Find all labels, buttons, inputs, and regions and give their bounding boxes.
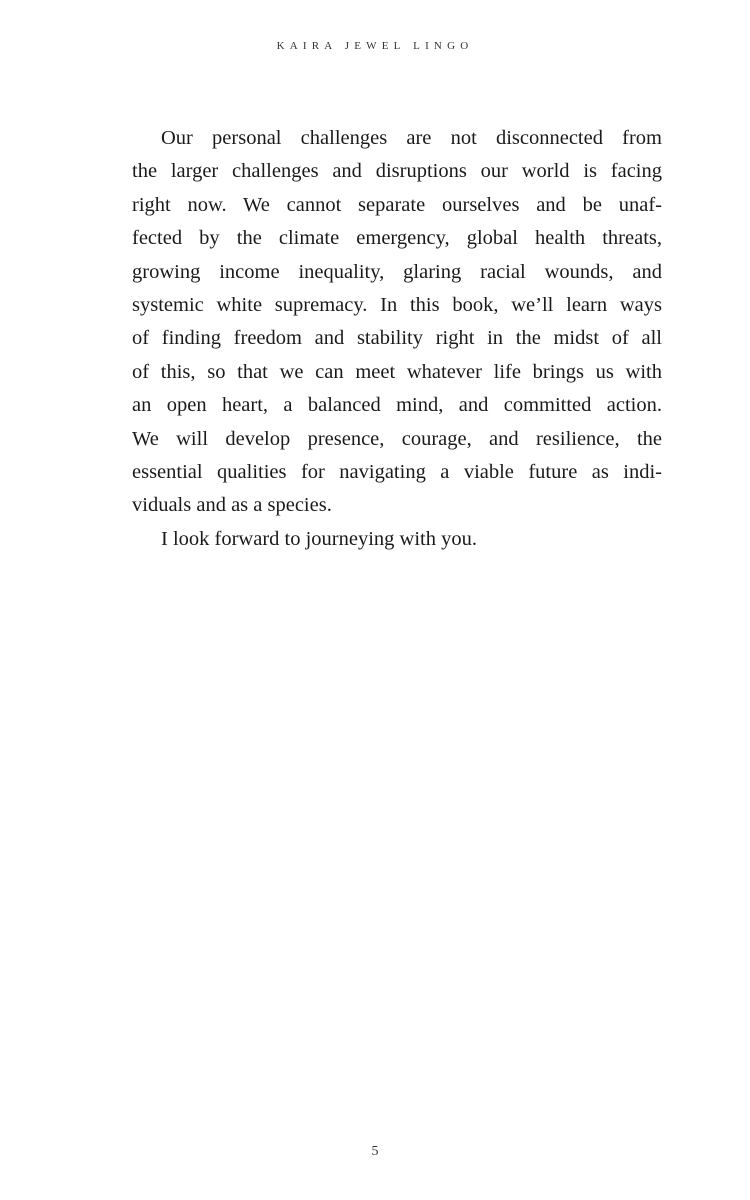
paragraph-line: I look forward to journeying with you.	[161, 527, 477, 550]
page-number: 5	[371, 1144, 379, 1159]
paragraph-line: an open heart, a balanced mind, and committed action.	[132, 394, 662, 417]
paragraph-line: of finding freedom and stability right in the midst of all	[132, 327, 662, 350]
paragraph-line: the larger challenges and disruptions our world is facing	[132, 160, 662, 183]
paragraph-line: We will develop presence, courage, and resilience, the	[132, 427, 662, 450]
running-head: KAIRA JEWEL LINGO	[276, 40, 474, 52]
body-text	[132, 122, 662, 556]
paragraph-line: right now. We cannot separate ourselves and be unaf-	[132, 193, 662, 216]
paragraph-line: systemic white supremacy. In this book, we’ll learn ways	[132, 293, 662, 316]
paragraph-line: growing income inequality, glaring racial wounds, and	[132, 260, 662, 283]
paragraph-line: essential qualities for navigating a viable future as indi-	[132, 460, 662, 483]
paragraph-line: viduals and as a species.	[132, 494, 332, 517]
paragraph-line: of this, so that we can meet whatever life brings us with	[132, 360, 662, 383]
paragraph-line: Our personal challenges are not disconnected from	[161, 127, 662, 149]
paragraph-line: fected by the climate emergency, global health threats,	[132, 227, 662, 250]
